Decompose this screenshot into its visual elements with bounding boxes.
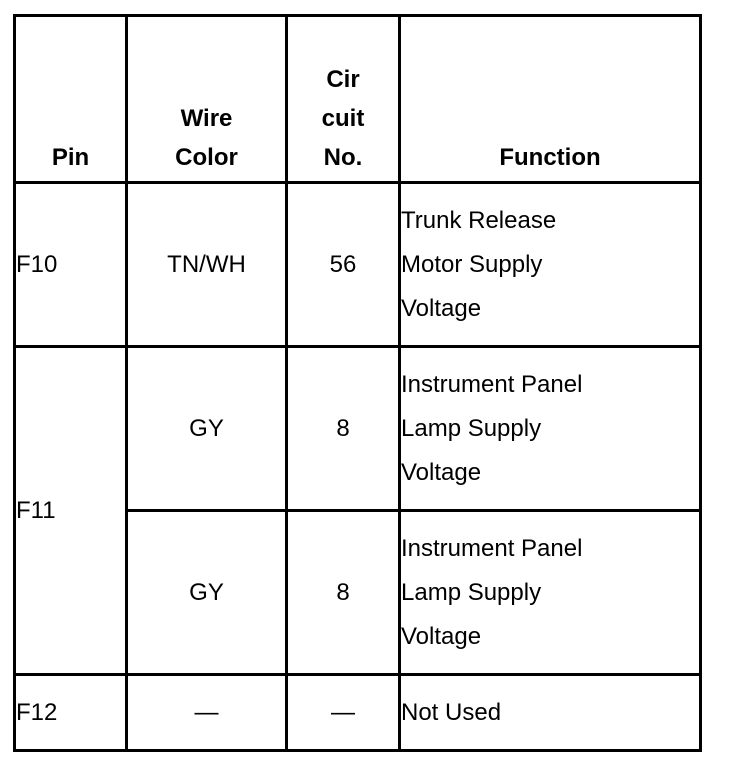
function-line: Instrument Panel (401, 534, 583, 562)
function-cell (400, 675, 701, 751)
function-line: Trunk Release (401, 206, 557, 234)
header-pin-line: Pin (51, 144, 90, 171)
pin-cell: F10 (15, 183, 127, 347)
header-row (15, 16, 701, 183)
function-line: Lamp Supply (401, 414, 542, 442)
table-row (15, 183, 701, 347)
function-cell (400, 347, 701, 511)
function-line: Voltage (401, 294, 482, 322)
header-pin (15, 16, 127, 183)
pin-cell: F11 (15, 347, 127, 675)
wire-color-cell: TN/WH (127, 183, 287, 347)
function-line: Not Used (401, 698, 502, 726)
table-row (15, 675, 701, 751)
function-line: Voltage (401, 458, 482, 486)
circuit-no-cell: 8 (287, 347, 400, 511)
wire-color-cell: GY (127, 511, 287, 675)
function-line: Lamp Supply (401, 578, 542, 606)
header-circuit-no-line: Cir (326, 66, 360, 93)
header-wire-color-line: Color (175, 144, 238, 171)
function-line: Voltage (401, 622, 482, 650)
header-circuit-no-line: No. (323, 144, 363, 171)
circuit-no-cell: — (287, 675, 400, 751)
pin-cell: F12 (15, 675, 127, 751)
header-function-line: Function (499, 144, 601, 171)
circuit-no-cell: 8 (287, 511, 400, 675)
wire-color-cell: — (127, 675, 287, 751)
header-circuit-no (287, 16, 400, 183)
table-row (15, 347, 701, 511)
function-cell (400, 183, 701, 347)
header-function (400, 16, 701, 183)
function-line: Motor Supply (401, 250, 543, 278)
header-wire-color (127, 16, 287, 183)
header-circuit-no-line: cuit (321, 105, 365, 132)
function-cell (400, 511, 701, 675)
circuit-no-cell: 56 (287, 183, 400, 347)
connector-pinout-table (13, 14, 702, 752)
header-wire-color-line: Wire (180, 105, 233, 132)
function-line: Instrument Panel (401, 370, 583, 398)
wire-color-cell: GY (127, 347, 287, 511)
